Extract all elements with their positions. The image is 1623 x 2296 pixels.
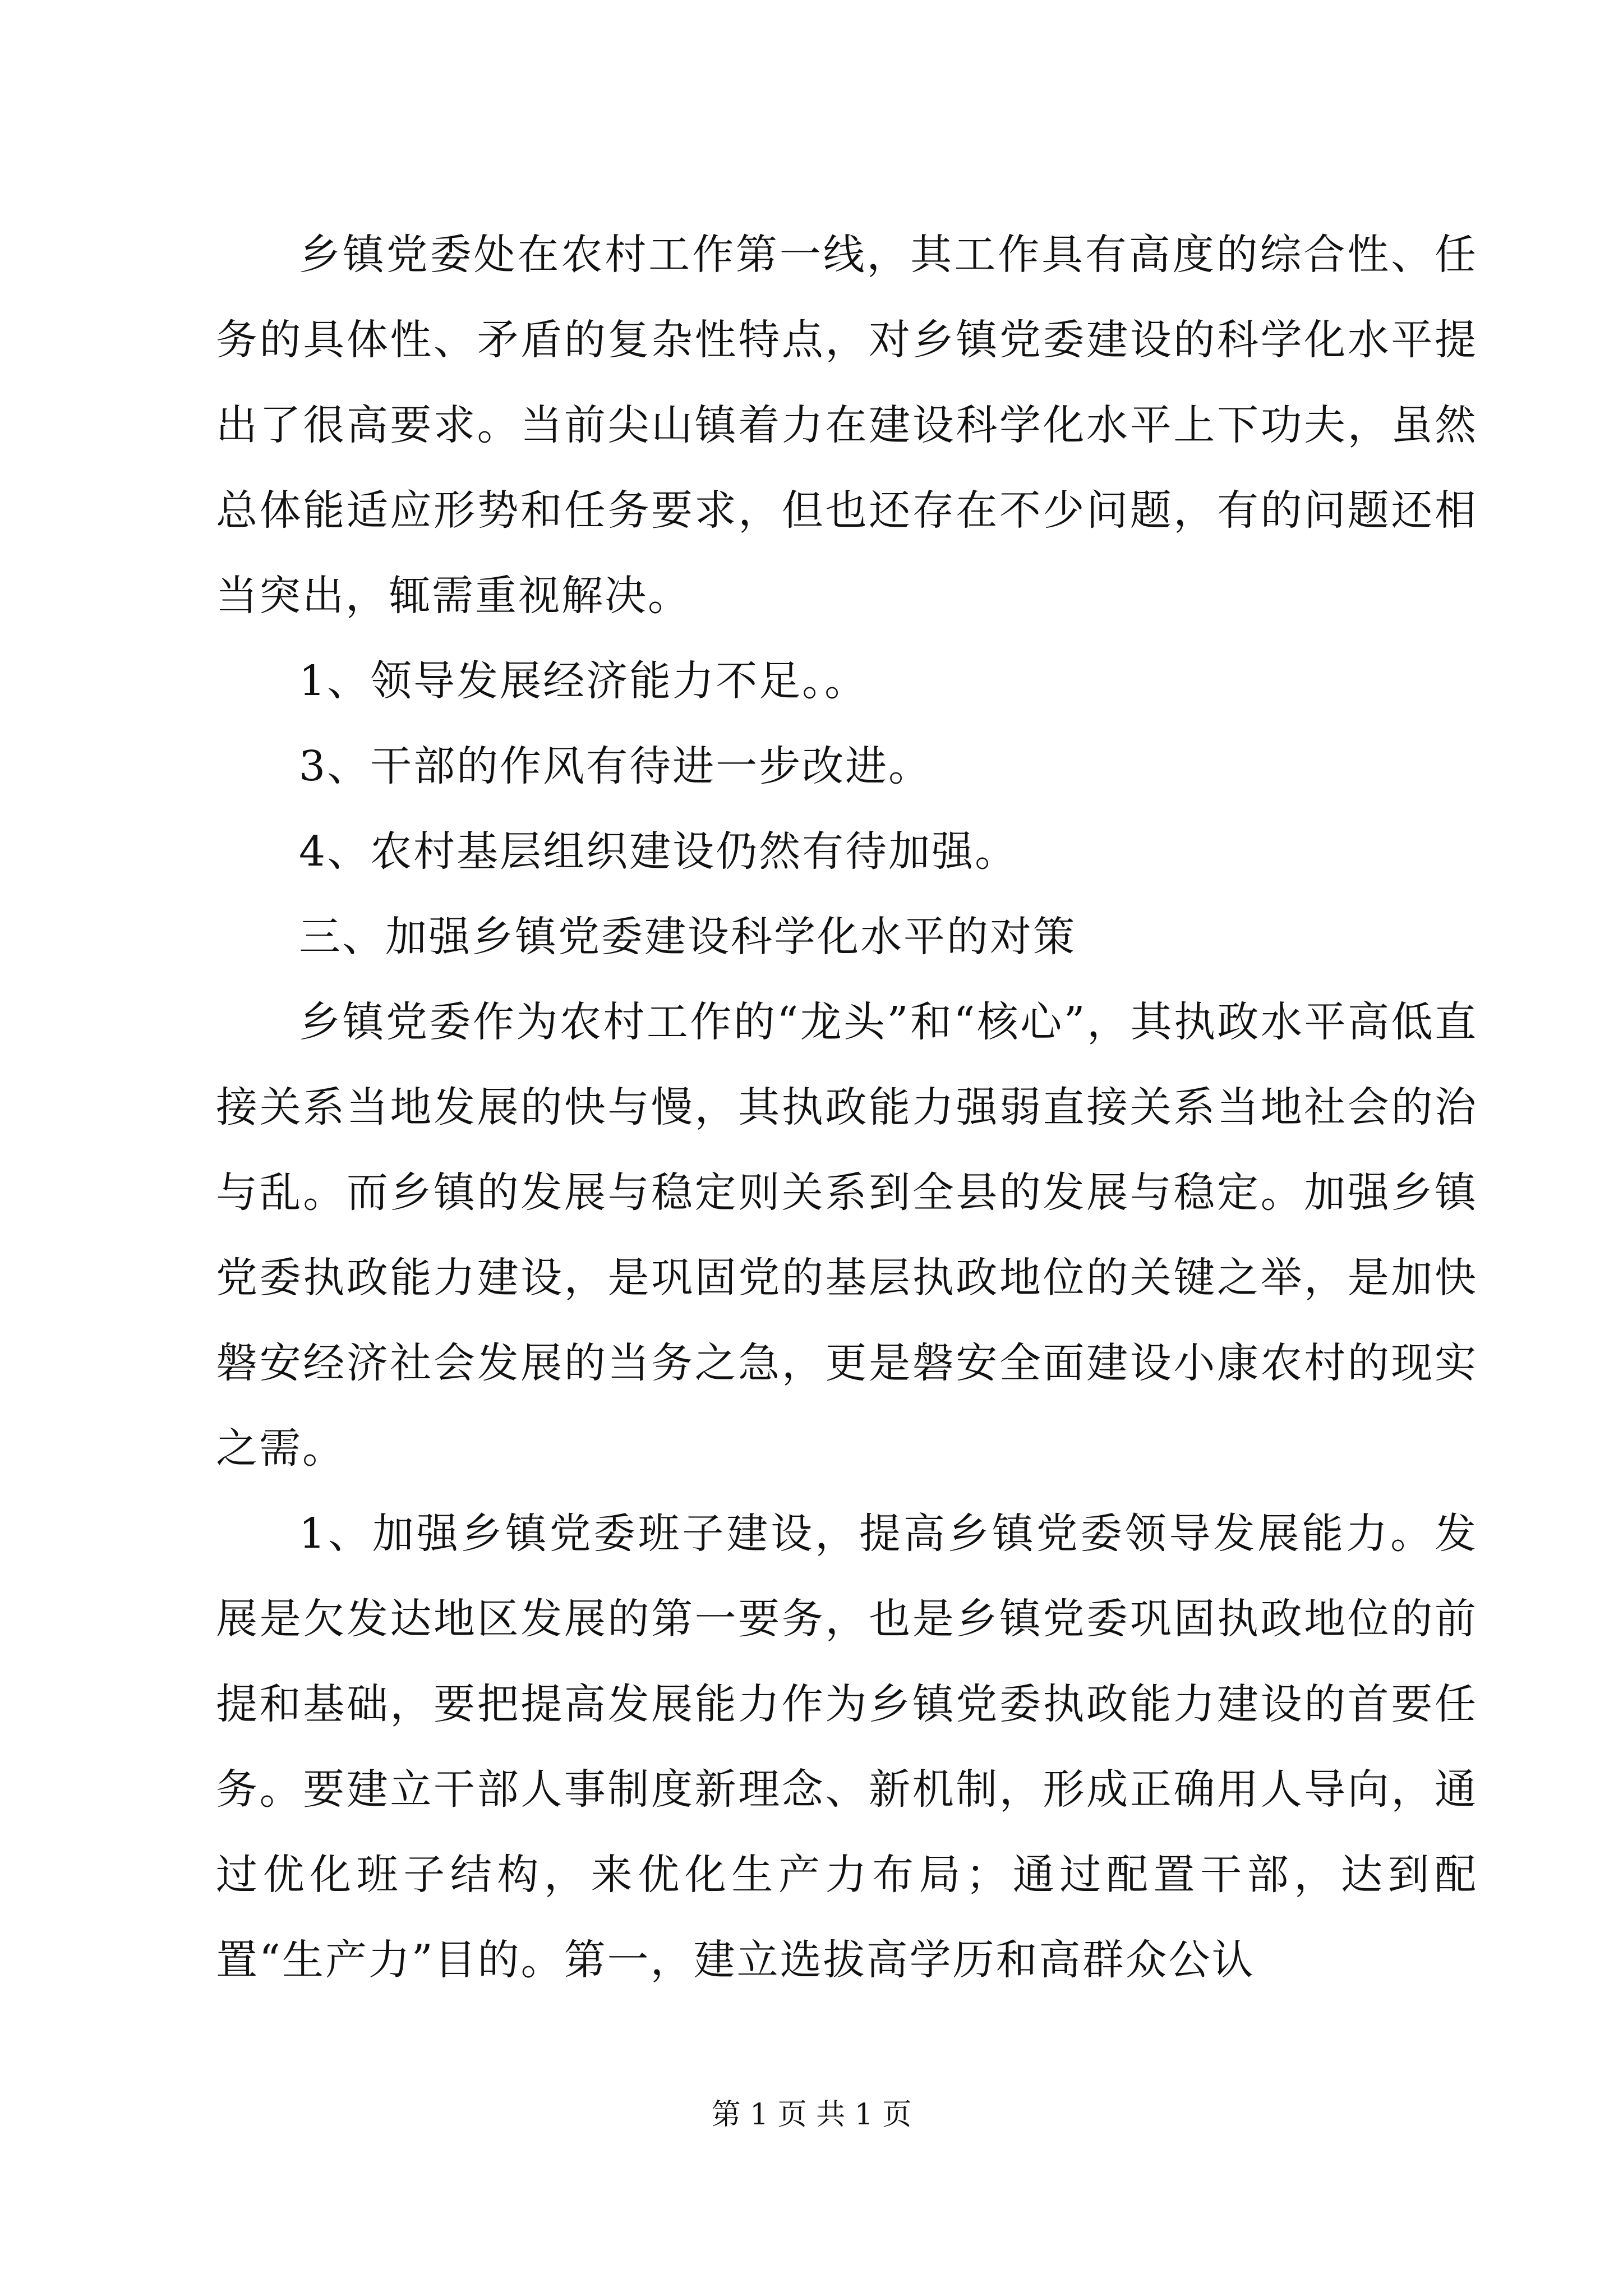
- section-heading-3: 三、加强乡镇党委建设科学化水平的对策: [299, 913, 1076, 961]
- paragraph-section-3-intro: 乡镇党委作为农村工作的“龙头”和“核心”，其执政水平高低直接关系当地发展的快与慢，其执政能力强弱直接关系当地社会的治与乱。而乡镇的发展与稳定则关系到全县的发展与稳定。加强乡镇党委执政能力建设，是巩固党的基层执政地位的关键之举，是加快磐安经济社会发展的当务之急，更是磐安全面建设小康农村的现实之需。: [216, 998, 1478, 1473]
- paragraph-intro: 乡镇党委处在农村工作第一线，其工作具有高度的综合性、任务的具体性、矛盾的复杂性特点，对乡镇党委建设的科学化水平提出了很高要求。当前尖山镇着力在建设科学化水平上下功夫，虽然总体能适应形势和任务要求，但也还存在不少问题，有的问题还相当突出，辄需重视解决。: [216, 231, 1478, 620]
- paragraph-measure-1: 1、加强乡镇党委班子建设，提高乡镇党委领导发展能力。发展是欠发达地区发展的第一要务，也是乡镇党委巩固执政地位的前提和基础，要把提高发展能力作为乡镇党委执政能力建设的首要任务。要建立干部人事制度新理念、新机制，形成正确用人导向，通过优化班子结构，来优化生产力布局；通过配置干部，达到配置“生产力”目的。第一，建立选拔高学历和高群众公认: [216, 1510, 1478, 1984]
- list-item-1: 1、领导发展经济能力不足。。: [299, 657, 868, 705]
- page-footer: 第 1 页 共 1 页: [711, 2098, 912, 2132]
- document-body: [216, 212, 1478, 2003]
- list-item-3: 3、干部的作风有待进一步改进。: [299, 742, 932, 790]
- list-item-4: 4、农村基层组织建设仍然有待加强。: [299, 827, 1018, 876]
